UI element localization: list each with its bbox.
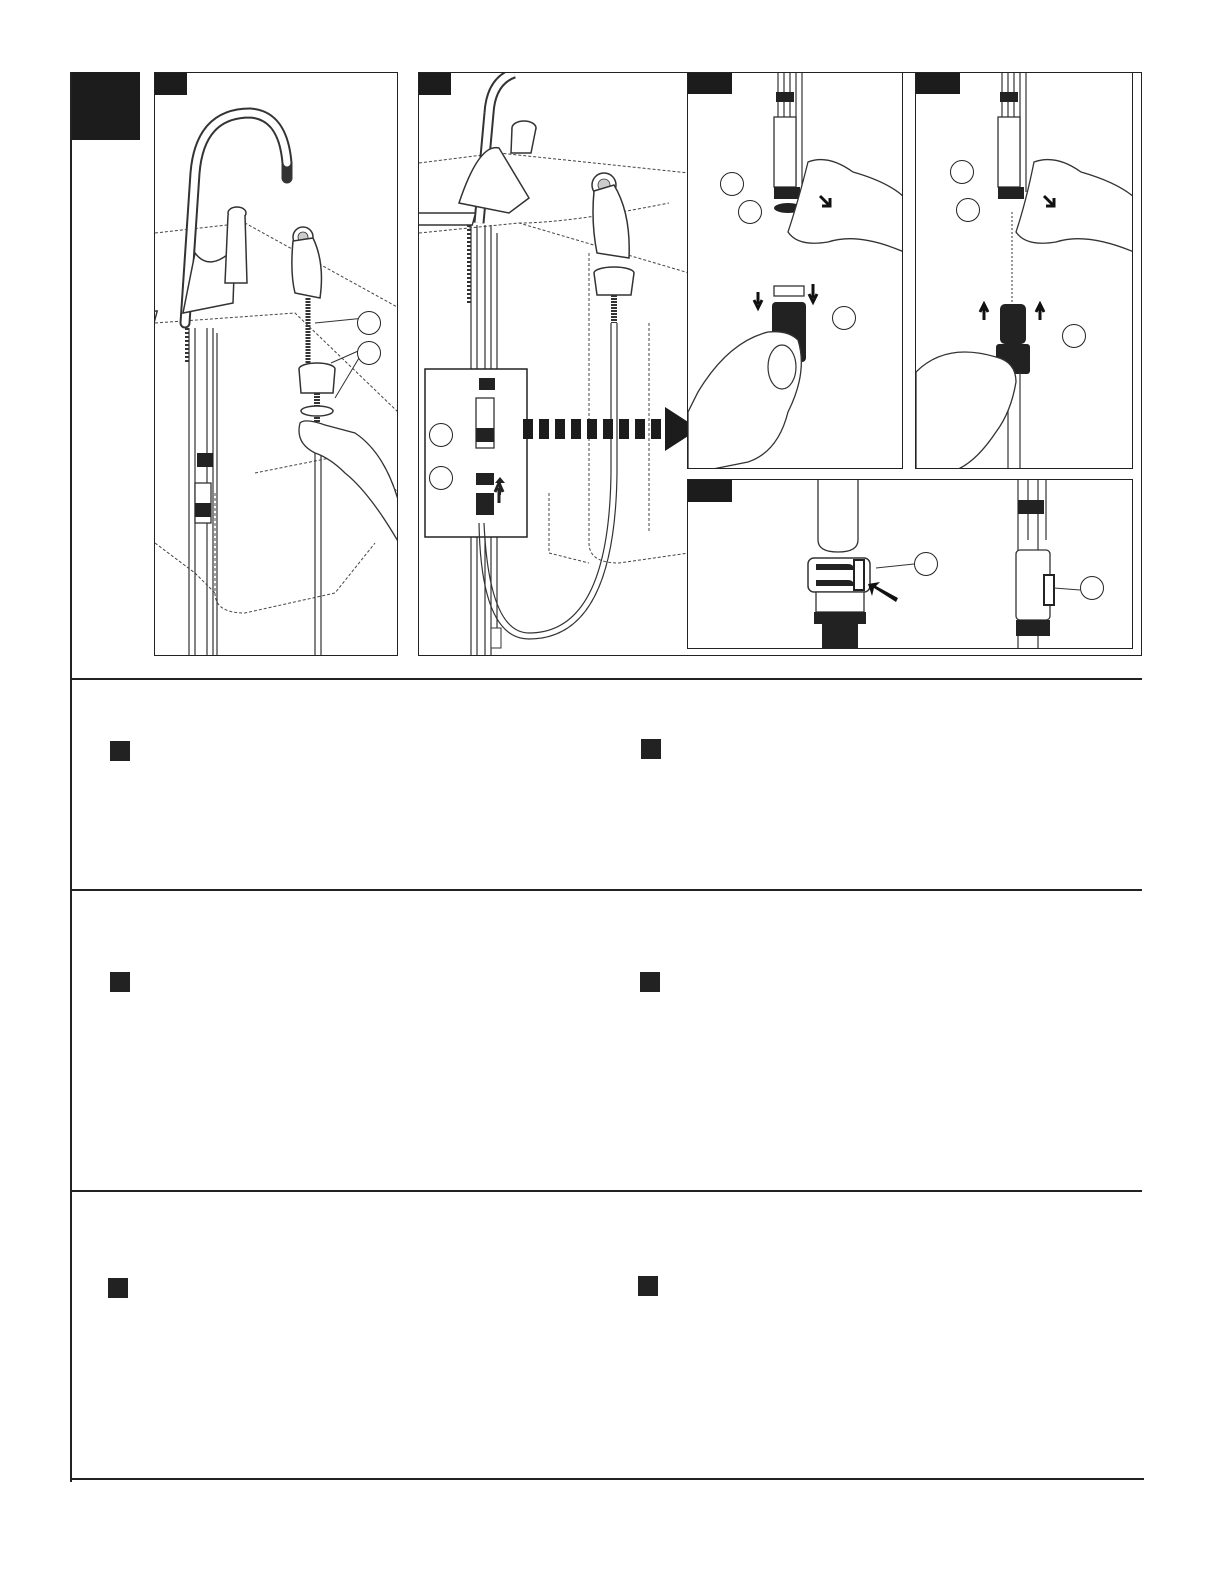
figure-panel-b1 — [687, 72, 903, 469]
callout-b3-2 — [1080, 576, 1104, 600]
faucet-icon — [155, 73, 398, 656]
callout-b2-2 — [956, 198, 980, 222]
section-divider-1 — [70, 678, 1142, 680]
figure-panel-b2 — [915, 72, 1133, 469]
callout-b2-3 — [1062, 324, 1086, 348]
section-2-left-marker — [110, 972, 130, 992]
hose-connector-icon — [688, 72, 903, 469]
callout-b2-1 — [950, 160, 974, 184]
callout-b1-2 — [738, 200, 762, 224]
callout-2 — [357, 341, 381, 365]
callout-b1-1 — [720, 172, 744, 196]
hand-icon — [299, 421, 398, 543]
section-1-right-marker — [641, 739, 661, 759]
section-1-left-marker — [110, 741, 130, 761]
hose-connector-icon — [916, 72, 1133, 469]
step-number-block — [72, 72, 140, 140]
callout-inset-2 — [429, 466, 453, 490]
section-divider-3 — [70, 1190, 1142, 1192]
callout-1 — [357, 311, 381, 335]
callout-inset-1 — [429, 423, 453, 447]
figure-panel-b3 — [687, 479, 1133, 649]
callout-b3-1 — [914, 552, 938, 576]
section-divider-2 — [70, 889, 1142, 891]
hose-connector-icon — [688, 480, 1133, 649]
section-3-left-marker — [108, 1278, 128, 1298]
page-left-rule — [70, 72, 72, 1482]
figure-panel-a — [154, 72, 398, 656]
section-divider-4 — [70, 1478, 1144, 1480]
figure-panel-b — [418, 72, 1142, 656]
section-2-right-marker — [640, 972, 660, 992]
section-3-right-marker — [638, 1276, 658, 1296]
callout-b1-3 — [832, 306, 856, 330]
